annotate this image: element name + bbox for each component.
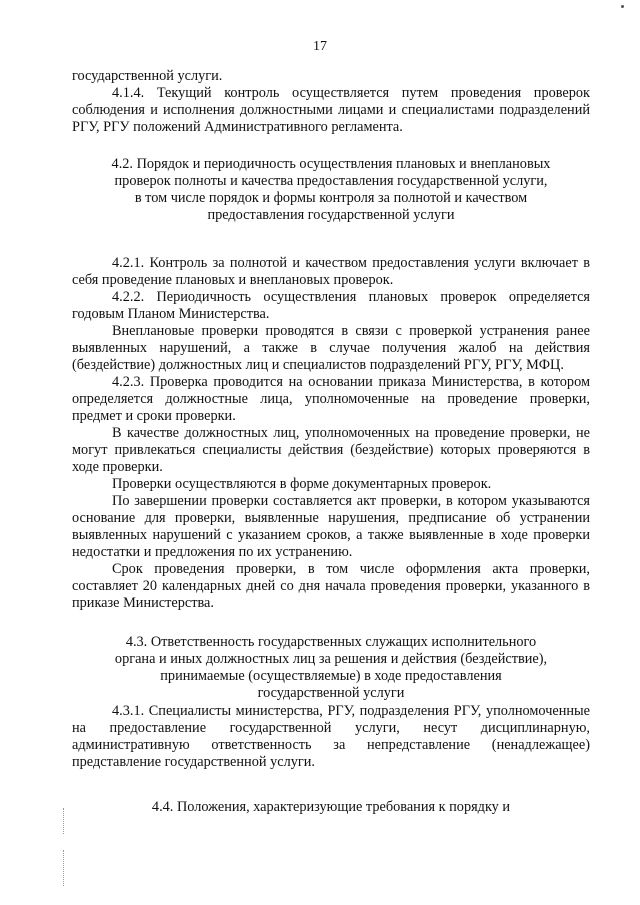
paragraph-4-2-2: 4.2.2. Периодичность осуществления плановых проверок определяется годовым Планом Министерства. xyxy=(72,289,590,322)
paragraph-4-1-4: 4.1.4. Текущий контроль осуществляется путем проведения проверок соблюдения и исполнения должностными лицами и специалистами подразделений РГУ, РГУ положений Административного регламента. xyxy=(72,85,590,135)
section-heading-4-2: 4.2. Порядок и периодичность осуществления плановых и внеплановых проверок полноты и качества предоставления государственной услуги, в том числе порядок и формы контроля за полнотой и качеством предоставления государственной услуги xyxy=(111,156,551,223)
paragraph-check-term: Срок проведения проверки, в том числе оформления акта проверки, составляет 20 календарных дней со дня начала проведения проверки, указанного в приказе Министерства. xyxy=(72,561,590,611)
section-heading-4-4: 4.4. Положения, характеризующие требования к порядку и xyxy=(151,799,511,815)
paragraph-officials: В качестве должностных лиц, уполномоченных на проведение проверки, не могут привлекаться специалисты действия (бездействие) которых проверяются в ходе проверки. xyxy=(72,425,590,475)
scan-speck xyxy=(621,5,624,8)
paragraph-check-form: Проверки осуществляются в форме документарных проверок. xyxy=(112,476,492,492)
paragraph-4-2-3: 4.2.3. Проверка проводится на основании приказа Министерства, в котором определяется должностные лица, уполномоченные на проведение проверки, предмет и сроки проверки. xyxy=(72,374,590,424)
document-body xyxy=(72,68,590,816)
section-heading-4-3: 4.3. Ответственность государственных служащих исполнительного органа и иных должностных лиц за решения и действия (бездействие), принимаемые (осуществляемые) в ходе предоставления государственной услуги xyxy=(114,634,548,701)
scan-edge-mark xyxy=(63,808,66,834)
paragraph-4-3-1: 4.3.1. Специалисты министерства, РГУ, подразделения РГУ, уполномоченные на предоставление государственной услуги, несут дисциплинарную, административную ответственность за непредставление (ненадлежащее) представление государственной услуги. xyxy=(72,703,590,770)
continuation-text: государственной услуги. xyxy=(72,68,223,84)
page-number: 17 xyxy=(313,39,327,54)
paragraph-unscheduled-checks: Внеплановые проверки проводятся в связи с проверкой устранения ранее выявленных нарушений, а также в случае получения жалоб на действия (бездействие) должностных лиц и специалистов подразделений РГУ, РГУ, МФЦ. xyxy=(72,323,590,373)
paragraph-4-2-1: 4.2.1. Контроль за полнотой и качеством предоставления услуги включает в себя проведение плановых и внеплановых проверок. xyxy=(72,255,590,288)
scan-edge-mark xyxy=(63,850,66,886)
paragraph-check-act: По завершении проверки составляется акт проверки, в котором указываются основание для проверки, выявленные нарушения, предписание об устранении выявленных нарушений с указанием сроков, а также выявленные в ходе проверки недостатки и предложения по их устранению. xyxy=(72,493,590,560)
